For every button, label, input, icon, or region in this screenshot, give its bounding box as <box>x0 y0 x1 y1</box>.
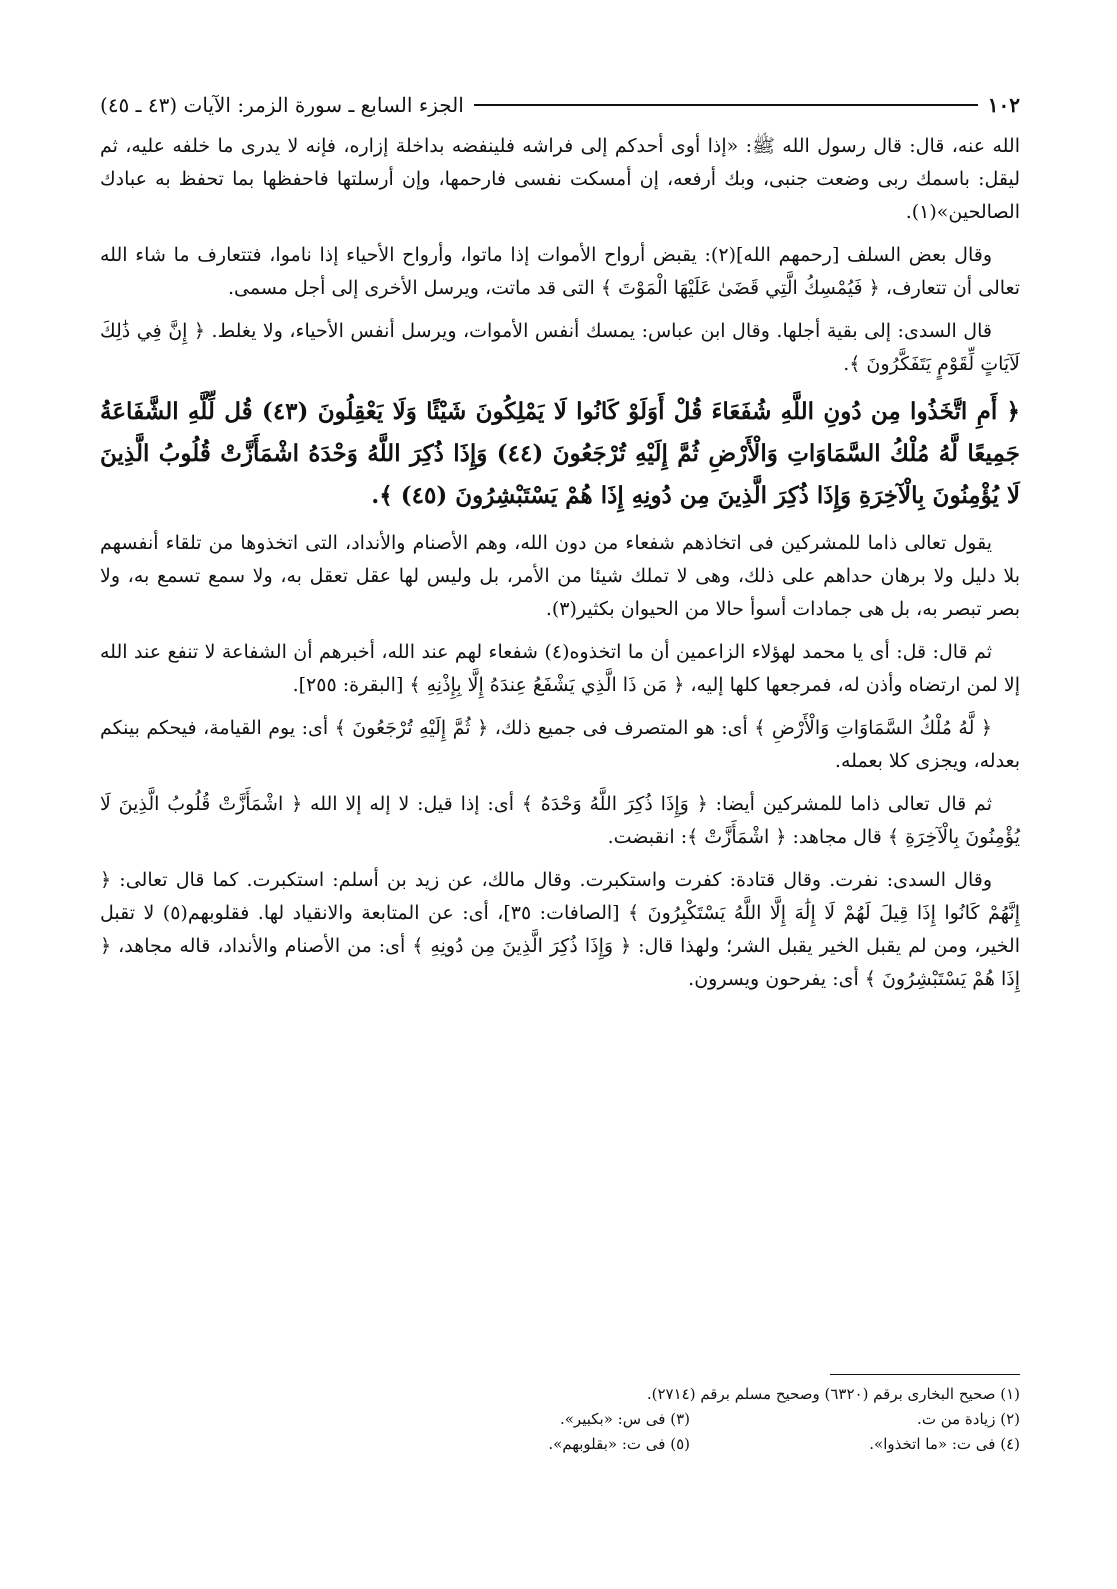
paragraph-salaf: وقال بعض السلف [رحمهم الله](٢): يقبض أرواح الأموات إذا ماتوا، وأرواح الأحياء إذا ناموا، فتتعارف ما شاء الله تعالى أن تتعارف، ﴿ فَيُمْسِكُ الَّتِي قَضَىٰ عَلَيْهَا الْمَوْتَ ﴾ التى قد ماتت، ويرسل الأخرى إلى أجل مسمى. <box>100 244 1020 299</box>
footnote-4: (٤) فى ت: «ما اتخذوا». <box>869 1435 1020 1453</box>
page-number: ١٠٢ <box>987 93 1020 117</box>
commentary-paragraph: وقال السدى: نفرت. وقال قتادة: كفرت واستكبرت. وقال مالك، عن زيد بن أسلم: استكبرت. كما قال تعالى: ﴿ إِنَّهُمْ كَانُوا إِذَا قِيلَ لَهُمْ لَا إِلَٰهَ إِلَّا اللَّهُ يَسْتَكْبِرُونَ ﴾ [الصافات: ٣٥]، أى: عن المتابعة والانقياد لها. فقلوبهم(٥) لا تقبل الخير، ومن لم يقبل الخير يقبل الشر؛ ولهذا قال: ﴿ وَإِذَا ذُكِرَ الَّذِينَ مِن دُونِهِ ﴾ أى: من الأصنام والأنداد، قاله مجاهد، ﴿ إِذَا هُمْ يَسْتَبْشِرُونَ ﴾ أى: يفرحون ويسرون. <box>100 869 1020 990</box>
header-rule <box>474 104 978 106</box>
footnote-row <box>100 1383 1020 1406</box>
footnotes <box>100 1374 1020 1458</box>
footnote-5: (٥) فى ت: «بقلوبهم». <box>548 1435 690 1453</box>
commentary-paragraph: يقول تعالى ذاما للمشركين فى اتخاذهم شفعاء من دون الله، وهم الأصنام والأنداد، التى اتخذوها من تلقاء أنفسهم بلا دليل ولا برهان حداهم على ذلك، وهى لا تملك شيئا من الأمر، بل وليس لها عقل تعقل به، ولا سمع تسمع به، ولا بصر تبصر به، بل هى جمادات أسوأ حالا من الحيوان بكثير(٣). <box>100 532 1020 620</box>
paragraph-hadith: الله عنه، قال: قال رسول الله ﷺ: «إذا أوى أحدكم إلى فراشه فلينفضه بداخلة إزاره، فإنه لا يدرى ما خلفه عليه، ثم ليقل: باسمك ربى وضعت جنبى، وبك أرفعه، إن أمسكت نفسى فارحمها، وإن أرسلتها فاحفظها بما تحفظ به عبادك الصالحين»(١). <box>100 135 1020 223</box>
footnote-2: (٢) زيادة من ت. <box>917 1410 1020 1428</box>
footnote-3: (٣) فى س: «بكبير». <box>559 1410 690 1428</box>
commentary-paragraph: ﴿ لَّهُ مُلْكُ السَّمَاوَاتِ وَالْأَرْضِ ﴾ أى: هو المتصرف فى جميع ذلك، ﴿ ثُمَّ إِلَيْهِ تُرْجَعُونَ ﴾ أى: يوم القيامة، فيحكم بينكم بعدله، ويجزى كلا بعمله. <box>100 717 1020 772</box>
paragraph-suddi: قال السدى: إلى بقية أجلها. وقال ابن عباس: يمسك أنفس الأموات، ويرسل أنفس الأحياء، ولا يغلط. ﴿ إِنَّ فِي ذَٰلِكَ لَآيَاتٍ لِّقَوْمٍ يَتَفَكَّرُونَ ﴾. <box>100 320 1020 375</box>
running-header <box>100 88 1020 122</box>
footnote-row <box>100 1408 1020 1431</box>
page-body <box>100 88 1020 1006</box>
quran-verse-block: ﴿ أَمِ اتَّخَذُوا مِن دُونِ اللَّهِ شُفَعَاءَ قُلْ أَوَلَوْ كَانُوا لَا يَمْلِكُونَ شَيْئًا وَلَا يَعْقِلُونَ (٤٣) قُل لِّلَّهِ الشَّفَاعَةُ جَمِيعًا لَّهُ مُلْكُ السَّمَاوَاتِ وَالْأَرْضِ ثُمَّ إِلَيْهِ تُرْجَعُونَ (٤٤) وَإِذَا ذُكِرَ اللَّهُ وَحْدَهُ اشْمَأَزَّتْ قُلُوبُ الَّذِينَ لَا يُؤْمِنُونَ بِالْآخِرَةِ وَإِذَا ذُكِرَ الَّذِينَ مِن دُونِهِ إِذَا هُمْ يَسْتَبْشِرُونَ (٤٥) ﴾. <box>100 398 1021 509</box>
commentary-paragraph: ثم قال تعالى ذاما للمشركين أيضا: ﴿ وَإِذَا ذُكِرَ اللَّهُ وَحْدَهُ ﴾ أى: إذا قيل: لا إله إلا الله ﴿ اشْمَأَزَّتْ قُلُوبُ الَّذِينَ لَا يُؤْمِنُونَ بِالْآخِرَةِ ﴾ قال مجاهد: ﴿ اشْمَأَزَّتْ ﴾: انقبضت. <box>100 793 1020 848</box>
header-title: الجزء السابع ـ سورة الزمر: الآيات (٤٣ ـ ٤٥) <box>100 93 464 117</box>
footnote-1: (١) صحيح البخارى برقم (٦٣٢٠) وصحيح مسلم برقم (٢٧١٤). <box>646 1385 1020 1403</box>
commentary-paragraph: ثم قال: قل: أى يا محمد لهؤلاء الزاعمين أن ما اتخذوه(٤) شفعاء لهم عند الله، أخبرهم أن الشفاعة لا تنفع عند الله إلا لمن ارتضاه وأذن له، فمرجعها كلها إليه، ﴿ مَن ذَا الَّذِي يَشْفَعُ عِندَهُ إِلَّا بِإِذْنِهِ ﴾ [البقرة: ٢٥٥]. <box>100 641 1020 696</box>
footnote-rule <box>830 1374 1020 1375</box>
footnote-row <box>100 1433 1020 1456</box>
